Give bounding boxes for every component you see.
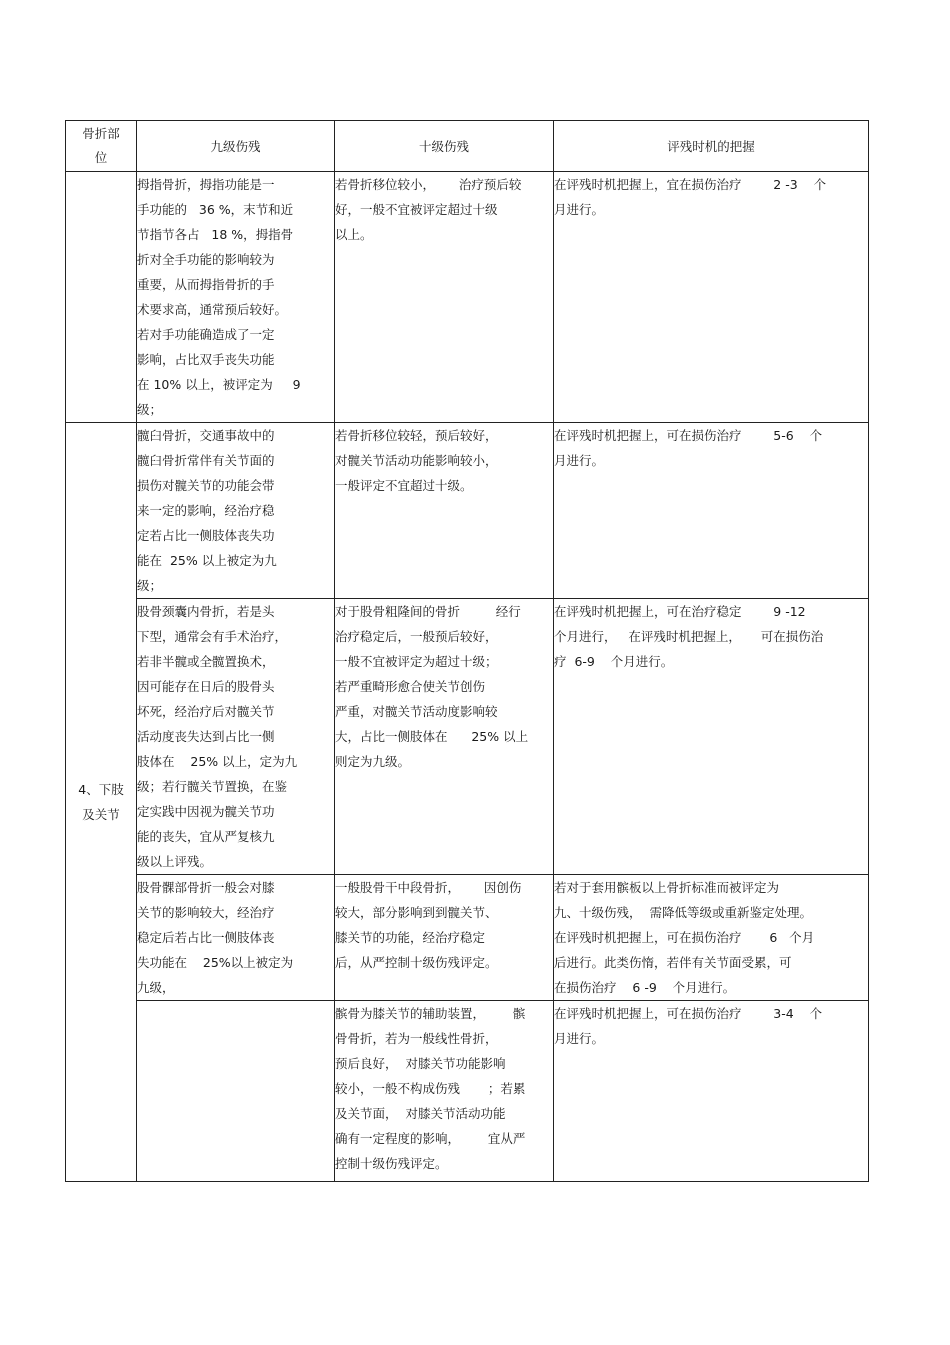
cell-text-line: 较大，部分影响到到髋关节、 (335, 905, 498, 920)
timing-cell (554, 875, 869, 1001)
cell-text-line: 来一定的影响，经治疗稳 (137, 503, 275, 518)
cell-text-line: 及关节面， 对膝关节活动功能 (335, 1106, 506, 1121)
site-cell-empty (66, 172, 137, 423)
cell-text-line: 在评残时机把握上，可在损伤治疗 6 个月 (554, 930, 815, 945)
cell-text-line: 一般评定不宜超过十级。 (335, 478, 473, 493)
cell-text-line: 级以上评残。 (137, 854, 213, 869)
timing-cell (554, 172, 869, 423)
cell-text-line: 月进行。 (554, 1031, 605, 1046)
cell-text-line: 活动度丧失达到占比一侧 (137, 729, 275, 744)
cell-text-line: 定若占比一侧肢体丧失功 (137, 528, 275, 543)
header-row (66, 121, 869, 172)
cell-text-line: 骨骨折，若为一般线性骨折， (335, 1031, 498, 1046)
grade9-cell-empty (137, 1001, 335, 1182)
cell-text-line: 后进行。此类伤惰，若伴有关节面受累，可 (554, 955, 792, 970)
cell-text-line: 若非半髋或全髋置换术， (137, 654, 275, 669)
cell-text-line: 股骨颈囊内骨折，若是头 (137, 604, 275, 619)
cell-text-line: 术要求高，通常预后较好。 (137, 302, 288, 317)
cell-text-line: 重要，从而拇指骨折的手 (137, 277, 275, 292)
cell-text-line: 能在 25% 以上被定为九 (137, 553, 277, 568)
cell-text-line: 影响，占比双手丧失功能 (137, 352, 275, 367)
cell-text-line: 若骨折移位较小， 治疗预后较 (335, 177, 522, 192)
cell-text-line: 关节的影响较大，经治疗 (137, 905, 275, 920)
cell-text-line: 好，一般不宜被评定超过十级 (335, 202, 498, 217)
header-site-line1: 骨折部 (82, 126, 120, 141)
cell-text-line: 大，占比一侧肢体在 25% 以上 (335, 729, 529, 744)
cell-text-line: 稳定后若占比一侧肢体丧 (137, 930, 275, 945)
cell-text-line: 下型，通常会有手术治疗， (137, 629, 288, 644)
grade9-cell (137, 875, 335, 1001)
cell-text-line: 髋臼骨折常伴有关节面的 (137, 453, 275, 468)
site-cell-lower-limb (66, 423, 137, 1182)
grade10-cell (335, 599, 554, 875)
cell-text-line: 折对全手功能的影响较为 (137, 252, 275, 267)
cell-text-line: 节指节各占 18 %，拇指骨 (137, 227, 294, 242)
cell-text-line: 在评残时机把握上，可在治疗稳定 9 -12 (554, 604, 806, 619)
timing-cell (554, 423, 869, 599)
grade9-cell (137, 172, 335, 423)
header-fracture-site (66, 121, 137, 172)
cell-text-line: 月进行。 (554, 453, 605, 468)
cell-text-line: 较小，一般不构成伤残 ；若累 (335, 1081, 526, 1096)
cell-text-line: 手功能的 36 %，末节和近 (137, 202, 294, 217)
cell-text-line: 拇指骨折，拇指功能是一 (137, 177, 275, 192)
grade10-cell (335, 1001, 554, 1182)
cell-text-line: 一般股骨干中段骨折， 因创伤 (335, 880, 522, 895)
cell-text-line: 股骨髁部骨折一般会对膝 (137, 880, 275, 895)
site-label-line1: 4、下肢 (78, 782, 124, 797)
cell-text-line: 若严重畸形愈合使关节创伤 (335, 679, 486, 694)
grade10-cell (335, 423, 554, 599)
cell-text-line: 疗 6-9 个月进行。 (554, 654, 674, 669)
cell-text-line: 定实践中因视为髋关节功 (137, 804, 275, 819)
cell-text-line: 严重，对髋关节活动度影响较 (335, 704, 498, 719)
cell-text-line: 九、十级伤残， 需降低等级或重新鉴定处理。 (554, 905, 812, 920)
cell-text-line: 膝关节的功能，经治疗稳定 (335, 930, 486, 945)
cell-text-line: 控制十级伤残评定。 (335, 1156, 448, 1171)
cell-text-line: 若骨折移位较轻，预后较好， (335, 428, 498, 443)
cell-text-line: 对髋关节活动功能影响较小， (335, 453, 498, 468)
cell-text-line: 坏死，经治疗后对髋关节 (137, 704, 275, 719)
cell-text-line: 在评残时机把握上，可在损伤治疗 3-4 个 (554, 1006, 823, 1021)
cell-text-line: 治疗稳定后，一般预后较好， (335, 629, 498, 644)
cell-text-line: 确有一定程度的影响， 宜从严 (335, 1131, 526, 1146)
header-site-line2: 位 (94, 150, 108, 165)
timing-cell (554, 599, 869, 875)
table-row (66, 172, 869, 423)
cell-text-line: 九级， (137, 980, 175, 995)
table-row (66, 1001, 869, 1182)
cell-text-line: 预后良好， 对膝关节功能影响 (335, 1056, 506, 1071)
timing-cell (554, 1001, 869, 1182)
cell-text-line: 损伤对髋关节的功能会带 (137, 478, 275, 493)
cell-text-line: 能的丧失，宜从严复核九 (137, 829, 275, 844)
cell-text-line: 对于股骨粗隆间的骨折 经行 (335, 604, 521, 619)
cell-text-line: 在 10% 以上，被评定为 9 (137, 377, 301, 392)
cell-text-line: 后，从严控制十级伤残评定。 (335, 955, 498, 970)
table-row (66, 875, 869, 1001)
header-grade9: 九级伤残 (137, 121, 335, 172)
header-grade10: 十级伤残 (335, 121, 554, 172)
cell-text-line: 髋臼骨折，交通事故中的 (137, 428, 275, 443)
cell-text-line: 级； (137, 578, 163, 593)
cell-text-line: 因可能存在日后的股骨头 (137, 679, 275, 694)
cell-text-line: 一般不宜被评定为超过十级； (335, 654, 498, 669)
grade9-cell (137, 423, 335, 599)
cell-text-line: 在评残时机把握上，宜在损伤治疗 2 -3 个 (554, 177, 827, 192)
table-row (66, 599, 869, 875)
cell-text-line: 以上。 (335, 227, 373, 242)
grade10-cell (335, 172, 554, 423)
cell-text-line: 在损伤治疗 6 -9 个月进行。 (554, 980, 736, 995)
cell-text-line: 髌骨为膝关节的辅助装置， 髌 (335, 1006, 526, 1021)
cell-text-line: 则定为九级。 (335, 754, 411, 769)
cell-text-line: 若对手功能确造成了一定 (137, 327, 275, 342)
cell-text-line: 级；若行髋关节置换，在鉴 (137, 779, 288, 794)
grade10-cell (335, 875, 554, 1001)
cell-text-line: 若对于套用髌板以上骨折标准而被评定为 (554, 880, 780, 895)
cell-text-line: 个月进行， 在评残时机把握上， 可在损伤治 (554, 629, 824, 644)
grade9-cell (137, 599, 335, 875)
table-row (66, 423, 869, 599)
site-label-line2: 及关节 (82, 807, 120, 822)
cell-text-line: 月进行。 (554, 202, 605, 217)
cell-text-line: 级； (137, 402, 163, 417)
cell-text-line: 在评残时机把握上，可在损伤治疗 5-6 个 (554, 428, 823, 443)
cell-text-line: 肢体在 25% 以上，定为九 (137, 754, 298, 769)
header-timing: 评残时机的把握 (554, 121, 869, 172)
cell-text-line: 失功能在 25%以上被定为 (137, 955, 294, 970)
assessment-table (65, 120, 869, 1182)
